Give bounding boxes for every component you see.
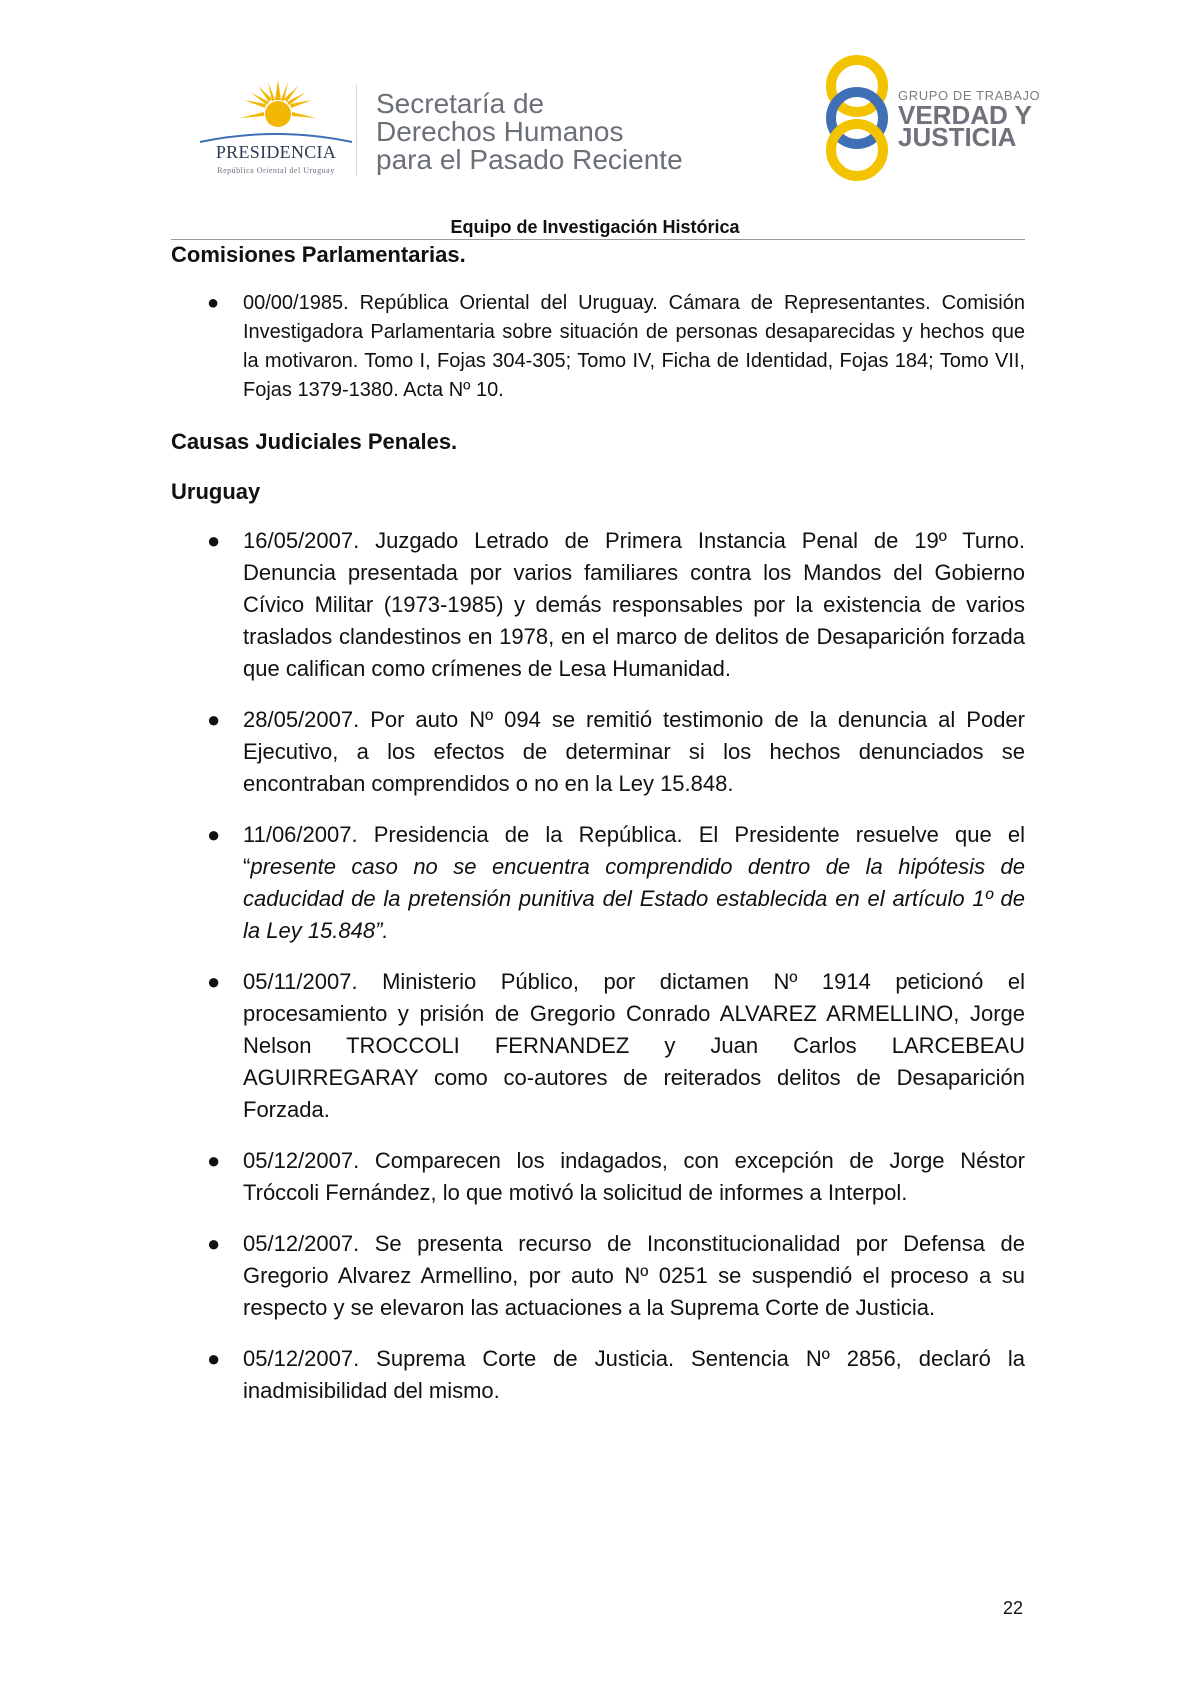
list-item: [171, 704, 1025, 800]
list-item-text: 28/05/2007. Por auto Nº 094 se remitió testimonio de la denuncia al Poder Ejecutivo, a los efectos de determinar si los hechos denunciados se encontraban comprendidos o no en la Ley 15.848.: [243, 707, 1025, 796]
page-header: [0, 0, 1190, 240]
uruguay-list: [171, 525, 1025, 1407]
secretaria-logo-text: [376, 90, 683, 174]
grupo-line-1: VERDAD Y: [898, 100, 1032, 130]
grupo-trabajo-logo: [820, 54, 1041, 184]
comisiones-list: [171, 289, 1025, 405]
grupo-line-2: JUSTICIA: [898, 122, 1017, 152]
bullet-icon: ●: [207, 1148, 221, 1173]
list-item-text: 05/12/2007. Comparecen los indagados, con excepción de Jorge Néstor Tróccoli Fernández, lo que motivó la solicitud de informes a Interpol.: [243, 1148, 1025, 1205]
bullet-icon: ●: [207, 528, 221, 553]
list-item: [171, 289, 1025, 405]
logo-divider: [356, 84, 357, 176]
secretaria-line-3: para el Pasado Reciente: [376, 144, 683, 175]
list-item-text: 05/12/2007. Se presenta recurso de Inconstitucionalidad por Defensa de Gregorio Alvarez Armellino, por auto Nº 0251 se suspendió el proceso a su respecto y se elevaron las actuaciones a la Suprema Corte de Justicia.: [243, 1231, 1025, 1320]
sun-icon: [240, 80, 316, 136]
list-item-text: 05/12/2007. Suprema Corte de Justicia. Sentencia Nº 2856, declaró la inadmisibilidad del mismo.: [243, 1346, 1025, 1403]
section-title-causas: Causas Judiciales Penales.: [171, 429, 458, 454]
section-title-uruguay: Uruguay: [171, 479, 261, 504]
list-item: [171, 1145, 1025, 1209]
bullet-icon: ●: [207, 1231, 221, 1256]
bullet-icon: ●: [207, 969, 221, 994]
secretaria-line-1: Secretaría de: [376, 88, 545, 119]
list-item: [171, 1343, 1025, 1407]
document-body: [171, 240, 1025, 1407]
list-item: [171, 525, 1025, 685]
presidencia-subtitle: República Oriental del Uruguay: [217, 166, 335, 175]
bullet-icon: ●: [207, 707, 221, 732]
list-item-text: 00/00/1985. República Oriental del Uruguay. Cámara de Representantes. Comisión Investigadora Parlamentaria sobre situación de personas desaparecidas y hechos que la motivaron. Tomo I, Fojas 304-305; Tomo IV, Ficha de Identidad, Fojas 184; Tomo VII, Fojas 1379-1380. Acta Nº 10.: [243, 292, 1025, 401]
presidencia-name: PRESIDENCIA: [215, 142, 337, 162]
bullet-icon: ●: [207, 1346, 221, 1371]
list-item-quote: presente caso no se encuentra comprendido dentro de la hipótesis de caducidad de la pretensión punitiva del Estado establecida en el artículo 1º de la Ley 15.848”.: [243, 854, 1025, 943]
page-number: 22: [1003, 1598, 1024, 1618]
secretaria-line-2: Derechos Humanos: [376, 116, 624, 147]
section-title-comisiones: Comisiones Parlamentarias.: [171, 242, 466, 267]
bullet-icon: ●: [207, 822, 221, 847]
list-item-text: 05/11/2007. Ministerio Público, por dictamen Nº 1914 peticionó el procesamiento y prisión de Gregorio Conrado ALVAREZ ARMELLINO, Jorge Nelson TROCCOLI FERNANDEZ y Juan Carlos LARCEBEAU AGUIRREGARAY como co-autores de reiterados delitos de Desaparición Forzada.: [243, 969, 1025, 1122]
grupo-small-text: GRUPO DE TRABAJO: [898, 88, 1041, 103]
presidencia-logo: [196, 80, 356, 180]
rings-icon: [820, 54, 894, 182]
list-item-text: 11/06/2007. Presidencia de la República. El Presidente resuelve que el “: [243, 822, 1025, 879]
list-item: [171, 1228, 1025, 1324]
list-item: [171, 966, 1025, 1126]
list-item-text: 16/05/2007. Juzgado Letrado de Primera Instancia Penal de 19º Turno. Denuncia presentada por varios familiares contra los Mandos del Gobierno Cívico Militar (1973-1985) y demás responsables por la existencia de varios traslados clandestinos en 1978, en el marco de delitos de Desaparición forzada que califican como crímenes de Lesa Humanidad.: [243, 528, 1025, 681]
list-item: [171, 819, 1025, 947]
bullet-icon: ●: [207, 292, 220, 314]
team-title: Equipo de Investigación Histórica: [450, 217, 740, 237]
